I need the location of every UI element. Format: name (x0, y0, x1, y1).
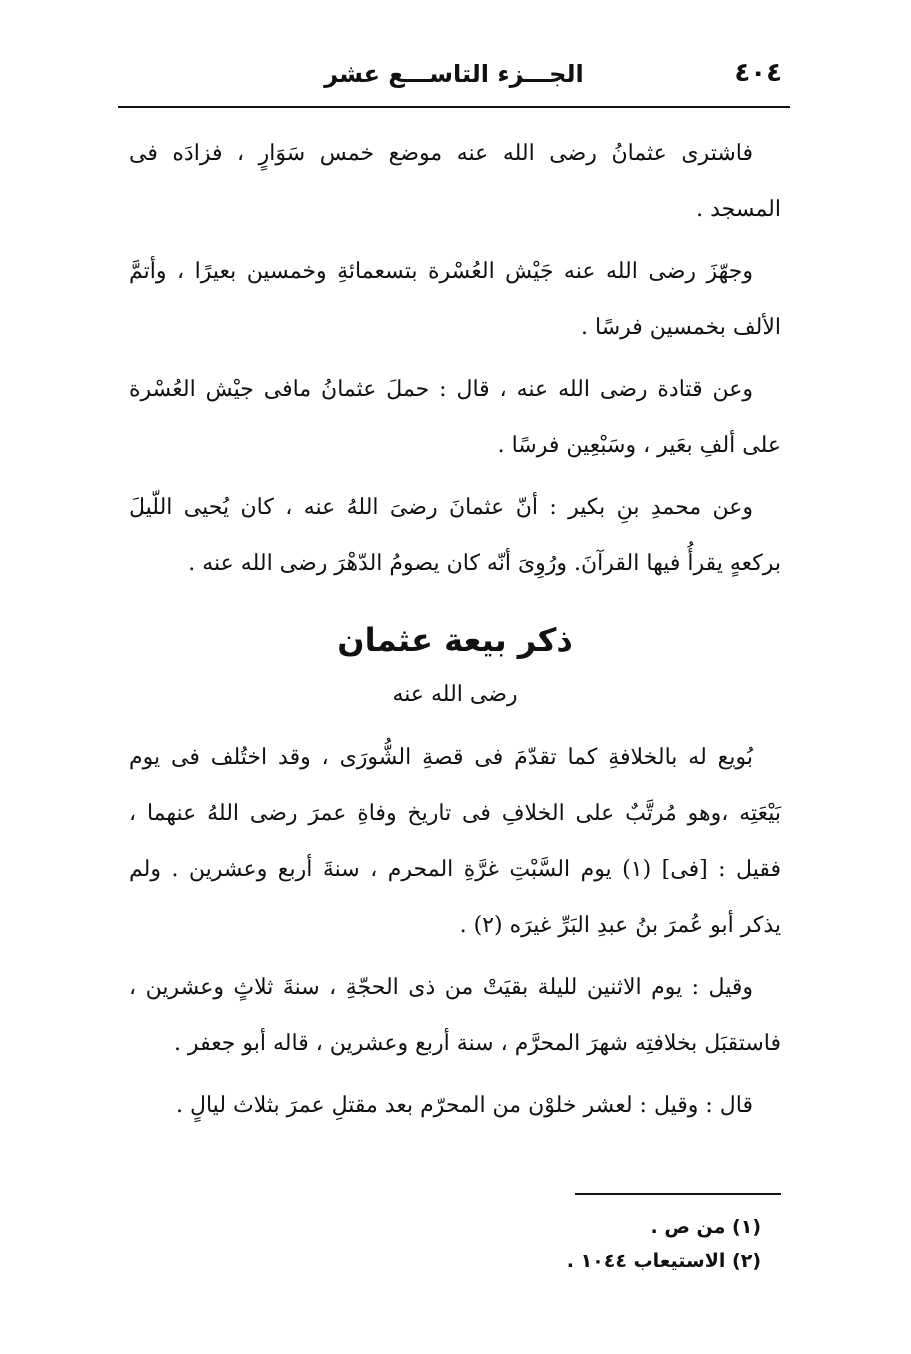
paragraph: وجهّزَ رضى الله عنه جَيْش العُسْرة بتسعمائةِ وخمسين بعيرًا ، وأتمَّ الألف بخمسين فرسًا . (129, 259, 781, 340)
paragraph: بُويع له بالخلافةِ كما تقدّمَ فى قصةِ الشُّورَى ، وقد اختُلف فى يوم بَيْعَتِه ،وهو مُرتَّبٌ على الخلافِ فى تاريخ وفاةِ عمرَ رضى اللهُ عنهما ، فقيل : [فى] (١) يوم السَّبْتِ غرَّةِ المحرم ، سنةَ أربع وعشرين . ولم يذكر أبو عُمرَ بنُ عبدِ البَرِّ غيرَه (٢) . (129, 745, 781, 938)
section-subtitle: رضى الله عنه (392, 682, 518, 707)
running-head: الجـــزء التاســـع عشر (324, 60, 584, 88)
paragraph: قال : وقيل : لعشر خلوْن من المحرّم بعد مقتلِ عمرَ بثلاث ليالٍ . (176, 1093, 753, 1118)
footnote: (١) من ص . (650, 1216, 761, 1238)
paragraph: وقيل : يوم الاثنين لليلة بقيَتْ من ذى الحجّةِ ، سنةَ ثلاثٍ وعشرين ، فاستقبَل بخلافتِه شهرَ المحرَّم ، سنة أربع وعشرين ، قاله أبو جعفر . (129, 975, 781, 1056)
page-header (118, 52, 790, 108)
paragraph: وعن قتادة رضى الله عنه ، قال : حملَ عثمانُ مافى جيْش العُسْرة على ألفِ بعَير ، وسَبْعِين فرسًا . (129, 377, 781, 458)
section-title: ذكر بيعة عثمان (337, 621, 573, 659)
paragraph: وعن محمدِ بنِ بكير : أنّ عثمانَ رضىَ اللهُ عنه ، كان يُحيى اللّيلَ بركعهٍ يقرأُ فيها القرآنَ. ورُوِىَ أنّه كان يصومُ الدّهْرَ رضى الله عنه . (129, 495, 781, 576)
footnote: (٢) الاستيعاب ١٠٤٤ . (566, 1250, 761, 1272)
main-text (129, 126, 781, 1140)
footnotes (361, 1210, 761, 1278)
page-number: ٤٠٤ (734, 58, 782, 88)
footnote-divider (575, 1193, 781, 1195)
paragraph: فاشترى عثمانُ رضى الله عنه موضع خمس سَوَارٍ ، فزادَه فى المسجد . (129, 141, 781, 222)
